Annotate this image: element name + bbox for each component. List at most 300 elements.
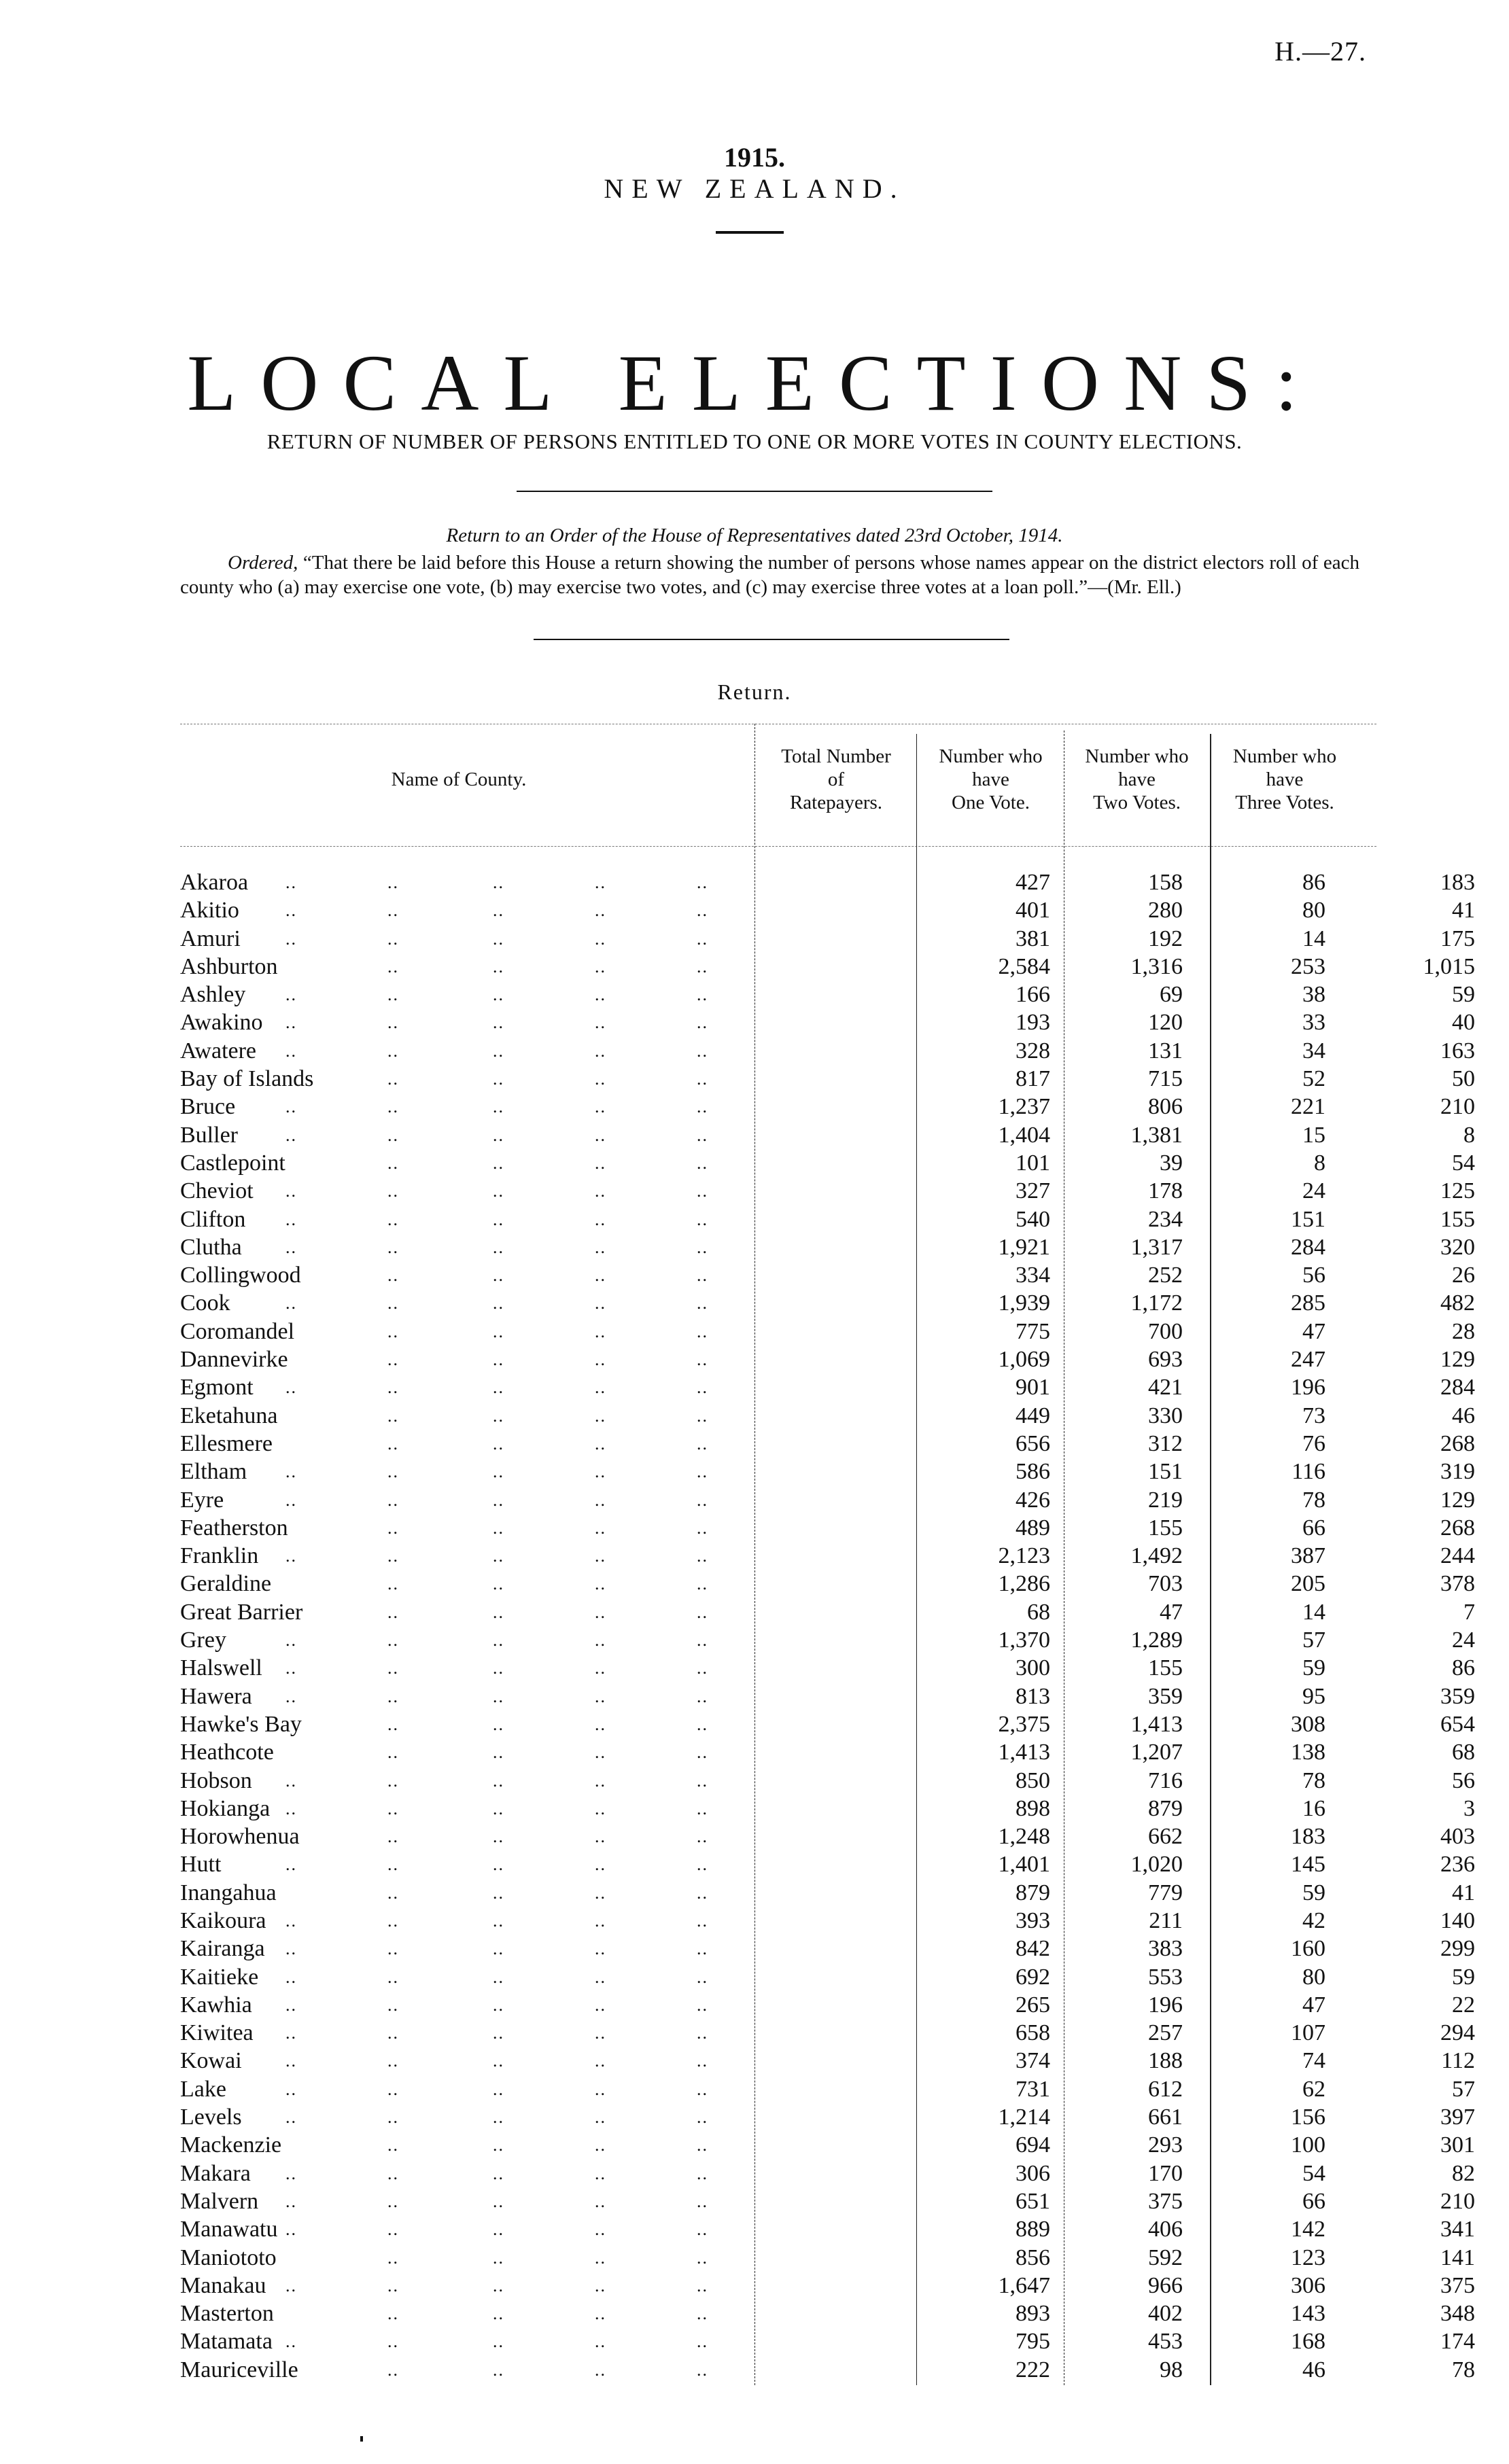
one-vote-count: 151 <box>1148 1459 1183 1485</box>
county-name: Ashburton <box>180 953 278 979</box>
table-row: .. .. .. .. Eketahuna 449 330 73 46 <box>180 1403 1475 1428</box>
table-row: .. .. .. .. Horowhenua 1,248 662 183 403 <box>180 1824 1475 1850</box>
county-name: Ellesmere <box>180 1430 273 1456</box>
county-name: Akaroa <box>180 870 249 895</box>
table-row: .. .. .. .. .. Akitio 401 280 80 41 <box>180 898 1475 923</box>
one-vote-count: 1,207 <box>1130 1740 1183 1765</box>
column-header-total <box>758 745 914 814</box>
table-row: .. .. .. .. .. Kaitieke 692 553 80 59 <box>180 1964 1475 1990</box>
three-votes-count: 359 <box>1440 1683 1475 1709</box>
two-votes-count: 33 <box>1302 1010 1325 1036</box>
two-votes-count: 66 <box>1302 1515 1325 1541</box>
county-name: Mackenzie <box>180 2132 282 2158</box>
county-name: Levels <box>180 2105 242 2130</box>
county-name: Clifton <box>180 1206 246 1232</box>
two-votes-count: 8 <box>1314 1150 1325 1176</box>
three-votes-count: 57 <box>1452 2076 1475 2102</box>
total-ratepayers: 893 <box>1016 2301 1050 2327</box>
two-votes-count: 142 <box>1291 2217 1325 2242</box>
county-name: Masterton <box>180 2301 274 2327</box>
total-ratepayers: 540 <box>1016 1206 1050 1232</box>
table-row: .. .. .. .. .. Franklin 2,123 1,492 387 244 <box>180 1543 1475 1569</box>
three-votes-count: 125 <box>1440 1178 1475 1204</box>
two-votes-count: 151 <box>1291 1206 1325 1232</box>
one-vote-count: 155 <box>1148 1515 1183 1541</box>
three-votes-count: 654 <box>1440 1711 1475 1737</box>
three-votes-count: 22 <box>1452 1992 1475 2018</box>
two-votes-count: 387 <box>1291 1543 1325 1569</box>
table-row: .. .. .. .. .. Kowai 374 188 74 112 <box>180 2048 1475 2074</box>
county-name: Castlepoint <box>180 1150 285 1176</box>
table-row: .. .. .. .. .. Malvern 651 375 66 210 <box>180 2188 1475 2214</box>
two-votes-count: 34 <box>1302 1038 1325 1063</box>
table-row: .. .. .. .. .. Eyre 426 219 78 129 <box>180 1487 1475 1513</box>
table-row: .. .. .. .. .. Egmont 901 421 196 284 <box>180 1375 1475 1401</box>
table-row: .. .. .. .. .. Awatere 328 131 34 163 <box>180 1038 1475 1063</box>
county-name: Buller <box>180 1122 238 1148</box>
county-name: Geraldine <box>180 1571 272 1597</box>
one-vote-count: 1,317 <box>1130 1234 1183 1260</box>
one-vote-count: 155 <box>1148 1655 1183 1681</box>
table-row: .. .. .. .. Collingwood 334 252 56 26 <box>180 1263 1475 1288</box>
county-name: Bruce <box>180 1094 236 1120</box>
two-votes-count: 138 <box>1291 1740 1325 1765</box>
total-ratepayers: 393 <box>1016 1907 1050 1933</box>
one-vote-count: 453 <box>1148 2329 1183 2355</box>
three-votes-count: 59 <box>1452 982 1475 1008</box>
two-votes-count: 160 <box>1291 1936 1325 1962</box>
total-ratepayers: 1,939 <box>998 1290 1050 1316</box>
two-votes-count: 76 <box>1302 1430 1325 1456</box>
two-votes-count: 38 <box>1302 982 1325 1008</box>
one-vote-count: 612 <box>1148 2076 1183 2102</box>
one-vote-count: 1,381 <box>1130 1122 1183 1148</box>
three-votes-count: 82 <box>1452 2160 1475 2186</box>
total-ratepayers: 193 <box>1016 1010 1050 1036</box>
total-ratepayers: 2,375 <box>998 1711 1050 1737</box>
total-ratepayers: 1,401 <box>998 1852 1050 1878</box>
two-votes-count: 66 <box>1302 2188 1325 2214</box>
table-row: .. .. .. .. Coromandel 775 700 47 28 <box>180 1318 1475 1344</box>
table-row: .. .. .. .. .. Kairanga 842 383 160 299 <box>180 1936 1475 1962</box>
total-ratepayers: 656 <box>1016 1430 1050 1456</box>
total-ratepayers: 731 <box>1016 2076 1050 2102</box>
total-ratepayers: 327 <box>1016 1178 1050 1204</box>
two-votes-count: 168 <box>1291 2329 1325 2355</box>
two-votes-count: 116 <box>1291 1459 1325 1485</box>
two-votes-count: 285 <box>1291 1290 1325 1316</box>
ordered-label: Ordered, <box>228 552 298 574</box>
one-vote-count: 700 <box>1148 1318 1183 1344</box>
three-votes-count: 174 <box>1440 2329 1475 2355</box>
two-votes-count: 73 <box>1302 1403 1325 1428</box>
county-name: Eyre <box>180 1487 224 1513</box>
table-row: .. .. .. .. .. Manawatu 889 406 142 341 <box>180 2217 1475 2242</box>
one-vote-count: 188 <box>1148 2048 1183 2074</box>
three-votes-count: 320 <box>1440 1234 1475 1260</box>
table-header-rule <box>180 846 1376 847</box>
two-votes-count: 183 <box>1291 1824 1325 1850</box>
three-votes-count: 41 <box>1452 898 1475 923</box>
total-ratepayers: 1,921 <box>998 1234 1050 1260</box>
three-votes-count: 46 <box>1452 1403 1475 1428</box>
one-vote-count: 120 <box>1148 1010 1183 1036</box>
three-votes-count: 1,015 <box>1423 953 1475 979</box>
total-ratepayers: 817 <box>1016 1066 1050 1092</box>
header-line: have <box>1118 769 1156 790</box>
three-votes-count: 50 <box>1452 1066 1475 1092</box>
document-reference: H.—27. <box>1274 36 1366 67</box>
two-votes-count: 308 <box>1291 1711 1325 1737</box>
total-ratepayers: 68 <box>1027 1599 1050 1625</box>
three-votes-count: 26 <box>1452 1263 1475 1288</box>
three-votes-count: 244 <box>1440 1543 1475 1569</box>
total-ratepayers: 586 <box>1016 1459 1050 1485</box>
total-ratepayers: 381 <box>1016 926 1050 951</box>
two-votes-count: 54 <box>1302 2160 1325 2186</box>
total-ratepayers: 374 <box>1016 2048 1050 2074</box>
total-ratepayers: 1,237 <box>998 1094 1050 1120</box>
county-name: Cheviot <box>180 1178 254 1204</box>
three-votes-count: 40 <box>1452 1010 1475 1036</box>
one-vote-count: 806 <box>1148 1094 1183 1120</box>
table-row: .. .. .. .. .. Halswell 300 155 59 86 <box>180 1655 1475 1681</box>
table-row: .. .. .. .. .. Akaroa 427 158 86 183 <box>180 870 1475 895</box>
one-vote-count: 1,020 <box>1130 1852 1183 1878</box>
three-votes-count: 375 <box>1440 2272 1475 2298</box>
three-votes-count: 319 <box>1440 1459 1475 1485</box>
table-row: .. .. .. .. Ellesmere 656 312 76 268 <box>180 1430 1475 1456</box>
three-votes-count: 482 <box>1440 1290 1475 1316</box>
county-name: Coromandel <box>180 1318 295 1344</box>
one-vote-count: 234 <box>1148 1206 1183 1232</box>
three-votes-count: 112 <box>1441 2048 1475 2074</box>
table-row: .. .. .. .. Inangahua 879 779 59 41 <box>180 1880 1475 1905</box>
three-votes-count: 140 <box>1440 1907 1475 1933</box>
total-ratepayers: 795 <box>1016 2329 1050 2355</box>
header-line: Three Votes. <box>1235 792 1334 813</box>
one-vote-count: 661 <box>1148 2105 1183 2130</box>
county-name: Horowhenua <box>180 1824 300 1850</box>
two-votes-count: 59 <box>1302 1880 1325 1905</box>
total-ratepayers: 1,286 <box>998 1571 1050 1597</box>
county-name: Hobson <box>180 1767 252 1793</box>
one-vote-count: 359 <box>1148 1683 1183 1709</box>
one-vote-count: 375 <box>1148 2188 1183 2214</box>
county-name: Makara <box>180 2160 251 2186</box>
total-ratepayers: 813 <box>1016 1683 1050 1709</box>
table-row: .. .. .. .. Geraldine 1,286 703 205 378 <box>180 1571 1475 1597</box>
table-row: .. .. .. .. .. Makara 306 170 54 82 <box>180 2160 1475 2186</box>
county-name: Hokianga <box>180 1795 271 1821</box>
two-votes-count: 74 <box>1302 2048 1325 2074</box>
one-vote-count: 703 <box>1148 1571 1183 1597</box>
two-votes-count: 221 <box>1291 1094 1325 1120</box>
total-ratepayers: 879 <box>1016 1880 1050 1905</box>
table-row: .. .. .. .. .. Ashley 166 69 38 59 <box>180 982 1475 1008</box>
county-name: Cook <box>180 1290 230 1316</box>
three-votes-count: 301 <box>1440 2132 1475 2158</box>
two-votes-count: 284 <box>1291 1234 1325 1260</box>
total-ratepayers: 427 <box>1016 870 1050 895</box>
table-row: .. .. .. .. .. Kawhia 265 196 47 22 <box>180 1992 1475 2018</box>
county-name: Awatere <box>180 1038 257 1063</box>
county-name: Kairanga <box>180 1936 265 1962</box>
table-row: .. .. .. .. Maniototo 856 592 123 141 <box>180 2245 1475 2270</box>
two-votes-count: 107 <box>1291 2020 1325 2046</box>
two-votes-count: 15 <box>1302 1122 1325 1148</box>
two-votes-count: 306 <box>1291 2272 1325 2298</box>
total-ratepayers: 1,647 <box>998 2272 1050 2298</box>
two-votes-count: 145 <box>1291 1852 1325 1878</box>
total-ratepayers: 692 <box>1016 1964 1050 1990</box>
three-votes-count: 129 <box>1440 1487 1475 1513</box>
header-line: Number who <box>939 745 1043 767</box>
county-name: Eketahuna <box>180 1403 278 1428</box>
two-votes-count: 156 <box>1291 2105 1325 2130</box>
total-ratepayers: 166 <box>1016 982 1050 1008</box>
county-name: Halswell <box>180 1655 262 1681</box>
print-mark <box>360 2436 363 2442</box>
two-votes-count: 52 <box>1302 1066 1325 1092</box>
two-votes-count: 100 <box>1291 2132 1325 2158</box>
county-name: Kawhia <box>180 1992 252 2018</box>
county-name: Amuri <box>180 926 241 951</box>
county-name: Hawera <box>180 1683 252 1709</box>
total-ratepayers: 1,413 <box>998 1740 1050 1765</box>
two-votes-count: 57 <box>1302 1627 1325 1653</box>
page-subtitle: RETURN OF NUMBER OF PERSONS ENTITLED TO ONE OR MORE VOTES IN COUNTY ELECTIONS. <box>266 429 1243 453</box>
table-row: .. .. .. .. Great Barrier 68 47 14 7 <box>180 1599 1475 1625</box>
table-row: .. .. .. .. .. Awakino 193 120 33 40 <box>180 1010 1475 1036</box>
divider <box>517 491 992 492</box>
one-vote-count: 1,492 <box>1130 1543 1183 1569</box>
total-ratepayers: 1,214 <box>998 2105 1050 2130</box>
table-row: .. .. .. .. Heathcote 1,413 1,207 138 68 <box>180 1740 1475 1765</box>
table-row: .. .. .. .. Castlepoint 101 39 8 54 <box>180 1150 1475 1176</box>
three-votes-count: 294 <box>1440 2020 1475 2046</box>
three-votes-count: 397 <box>1440 2105 1475 2130</box>
order-reference: Return to an Order of the House of Representatives dated 23rd October, 1914. <box>446 525 1063 546</box>
document-country: NEW ZEALAND. <box>604 173 905 204</box>
total-ratepayers: 1,370 <box>998 1627 1050 1653</box>
three-votes-count: 129 <box>1440 1347 1475 1373</box>
two-votes-count: 80 <box>1302 898 1325 923</box>
one-vote-count: 47 <box>1160 1599 1183 1625</box>
divider <box>716 231 784 234</box>
header-line: Number who <box>1232 745 1337 767</box>
total-ratepayers: 1,069 <box>998 1347 1050 1373</box>
divider <box>534 639 1009 640</box>
total-ratepayers: 426 <box>1016 1487 1050 1513</box>
one-vote-count: 879 <box>1148 1795 1183 1821</box>
total-ratepayers: 265 <box>1016 1992 1050 2018</box>
three-votes-count: 56 <box>1452 1767 1475 1793</box>
total-ratepayers: 901 <box>1016 1375 1050 1401</box>
county-name: Eltham <box>180 1459 247 1485</box>
table-row: .. .. .. .. .. Bruce 1,237 806 221 210 <box>180 1094 1475 1120</box>
two-votes-count: 14 <box>1302 1599 1325 1625</box>
three-votes-count: 284 <box>1440 1375 1475 1401</box>
one-vote-count: 257 <box>1148 2020 1183 2046</box>
two-votes-count: 196 <box>1291 1375 1325 1401</box>
one-vote-count: 779 <box>1148 1880 1183 1905</box>
county-name: Clutha <box>180 1234 242 1260</box>
one-vote-count: 1,413 <box>1130 1711 1183 1737</box>
three-votes-count: 86 <box>1452 1655 1475 1681</box>
one-vote-count: 592 <box>1148 2245 1183 2270</box>
county-name: Hawke's Bay <box>180 1711 302 1737</box>
county-name: Collingwood <box>180 1263 301 1288</box>
one-vote-count: 39 <box>1160 1150 1183 1176</box>
one-vote-count: 211 <box>1149 1907 1183 1933</box>
table-row: .. .. .. .. .. Lake 731 612 62 57 <box>180 2076 1475 2102</box>
total-ratepayers: 2,584 <box>998 953 1050 979</box>
total-ratepayers: 775 <box>1016 1318 1050 1344</box>
table-row: .. .. .. .. Mauriceville 222 98 46 78 <box>180 2357 1475 2382</box>
county-name: Heathcote <box>180 1740 274 1765</box>
one-vote-count: 312 <box>1148 1430 1183 1456</box>
three-votes-count: 28 <box>1452 1318 1475 1344</box>
two-votes-count: 14 <box>1302 926 1325 951</box>
one-vote-count: 716 <box>1148 1767 1183 1793</box>
column-header-one-vote <box>918 745 1064 814</box>
three-votes-count: 210 <box>1440 2188 1475 2214</box>
one-vote-count: 98 <box>1160 2357 1183 2382</box>
total-ratepayers: 658 <box>1016 2020 1050 2046</box>
three-votes-count: 78 <box>1452 2357 1475 2382</box>
two-votes-count: 123 <box>1291 2245 1325 2270</box>
total-ratepayers: 401 <box>1016 898 1050 923</box>
three-votes-count: 24 <box>1452 1627 1475 1653</box>
two-votes-count: 78 <box>1302 1487 1325 1513</box>
three-votes-count: 268 <box>1440 1430 1475 1456</box>
one-vote-count: 421 <box>1148 1375 1183 1401</box>
three-votes-count: 163 <box>1440 1038 1475 1063</box>
header-line: have <box>972 769 1009 790</box>
three-votes-count: 210 <box>1440 1094 1475 1120</box>
header-line: have <box>1266 769 1304 790</box>
one-vote-count: 178 <box>1148 1178 1183 1204</box>
header-line: Total Number <box>781 745 891 767</box>
county-name: Kowai <box>180 2048 242 2074</box>
total-ratepayers: 898 <box>1016 1795 1050 1821</box>
table-row: .. .. .. .. Masterton 893 402 143 348 <box>180 2301 1475 2327</box>
table-row: .. .. .. .. Bay of Islands 817 715 52 50 <box>180 1066 1475 1092</box>
two-votes-count: 247 <box>1291 1347 1325 1373</box>
county-name: Malvern <box>180 2188 259 2214</box>
three-votes-count: 3 <box>1463 1795 1475 1821</box>
total-ratepayers: 306 <box>1016 2160 1050 2186</box>
table-row: .. .. .. .. .. Hawera 813 359 95 359 <box>180 1683 1475 1709</box>
table-row: .. .. .. .. .. Manakau 1,647 966 306 375 <box>180 2272 1475 2298</box>
county-name: Franklin <box>180 1543 259 1569</box>
order-text <box>180 550 1359 599</box>
three-votes-count: 403 <box>1440 1824 1475 1850</box>
one-vote-count: 131 <box>1148 1038 1183 1063</box>
two-votes-count: 56 <box>1302 1263 1325 1288</box>
table-row: .. .. .. .. Dannevirke 1,069 693 247 129 <box>180 1347 1475 1373</box>
three-votes-count: 175 <box>1440 926 1475 951</box>
ordered-body: “That there be laid before this House a return showing the number of persons whose names appear on the district electors roll of each county who (a) may exercise one vote, (b) may exercise two votes, and (c) may exercise three votes at a loan poll.”—(Mr. Ell.) <box>180 552 1359 598</box>
county-name: Great Barrier <box>180 1599 303 1625</box>
total-ratepayers: 449 <box>1016 1403 1050 1428</box>
total-ratepayers: 850 <box>1016 1767 1050 1793</box>
one-vote-count: 280 <box>1148 898 1183 923</box>
two-votes-count: 95 <box>1302 1683 1325 1709</box>
county-name: Manawatu <box>180 2217 278 2242</box>
three-votes-count: 54 <box>1452 1150 1475 1176</box>
one-vote-count: 192 <box>1148 926 1183 951</box>
two-votes-count: 86 <box>1302 870 1325 895</box>
three-votes-count: 348 <box>1440 2301 1475 2327</box>
table-row: .. .. .. .. .. Hutt 1,401 1,020 145 236 <box>180 1852 1475 1878</box>
one-vote-count: 1,316 <box>1130 953 1183 979</box>
total-ratepayers: 856 <box>1016 2245 1050 2270</box>
two-votes-count: 253 <box>1291 953 1325 979</box>
table-row: .. .. .. .. .. Levels 1,214 661 156 397 <box>180 2105 1475 2130</box>
total-ratepayers: 222 <box>1016 2357 1050 2382</box>
one-vote-count: 662 <box>1148 1824 1183 1850</box>
two-votes-count: 78 <box>1302 1767 1325 1793</box>
two-votes-count: 42 <box>1302 1907 1325 1933</box>
header-line: of <box>827 769 845 790</box>
table-row: .. .. .. .. .. Kaikoura 393 211 42 140 <box>180 1907 1475 1933</box>
two-votes-count: 205 <box>1291 1571 1325 1597</box>
total-ratepayers: 334 <box>1016 1263 1050 1288</box>
table-row: .. .. .. .. Hawke's Bay 2,375 1,413 308 654 <box>180 1711 1475 1737</box>
two-votes-count: 46 <box>1302 2357 1325 2382</box>
table-row: .. .. .. .. .. Kiwitea 658 257 107 294 <box>180 2020 1475 2046</box>
table-row: .. .. .. .. .. Hobson 850 716 78 56 <box>180 1767 1475 1793</box>
county-name: Awakino <box>180 1010 263 1036</box>
three-votes-count: 7 <box>1463 1599 1475 1625</box>
county-name: Matamata <box>180 2329 273 2355</box>
total-ratepayers: 2,123 <box>998 1543 1050 1569</box>
total-ratepayers: 842 <box>1016 1936 1050 1962</box>
table-row: .. .. .. .. .. Hokianga 898 879 16 3 <box>180 1795 1475 1821</box>
two-votes-count: 47 <box>1302 1992 1325 2018</box>
one-vote-count: 330 <box>1148 1403 1183 1428</box>
page-title: LOCAL ELECTIONS: <box>187 338 1322 427</box>
one-vote-count: 219 <box>1148 1487 1183 1513</box>
table-row: .. .. .. .. .. Cheviot 327 178 24 125 <box>180 1178 1475 1204</box>
county-name: Kaikoura <box>180 1907 266 1933</box>
section-heading: Return. <box>717 680 792 704</box>
table-row: .. .. .. .. .. Cook 1,939 1,172 285 482 <box>180 1290 1475 1316</box>
one-vote-count: 1,172 <box>1130 1290 1183 1316</box>
three-votes-count: 68 <box>1452 1740 1475 1765</box>
one-vote-count: 383 <box>1148 1936 1183 1962</box>
column-header-county: Name of County. <box>391 769 527 790</box>
one-vote-count: 693 <box>1148 1347 1183 1373</box>
three-votes-count: 299 <box>1440 1936 1475 1962</box>
three-votes-count: 141 <box>1440 2245 1475 2270</box>
three-votes-count: 183 <box>1440 870 1475 895</box>
header-line: Number who <box>1085 745 1189 767</box>
county-name: Manakau <box>180 2272 266 2298</box>
column-header-three-votes <box>1210 745 1359 814</box>
three-votes-count: 8 <box>1463 1122 1475 1148</box>
two-votes-count: 24 <box>1302 1178 1325 1204</box>
one-vote-count: 406 <box>1148 2217 1183 2242</box>
total-ratepayers: 889 <box>1016 2217 1050 2242</box>
header-line: Two Votes. <box>1092 792 1181 813</box>
county-name: Grey <box>180 1627 226 1653</box>
column-header-two-votes <box>1064 745 1210 814</box>
two-votes-count: 62 <box>1302 2076 1325 2102</box>
county-name: Hutt <box>180 1852 222 1878</box>
